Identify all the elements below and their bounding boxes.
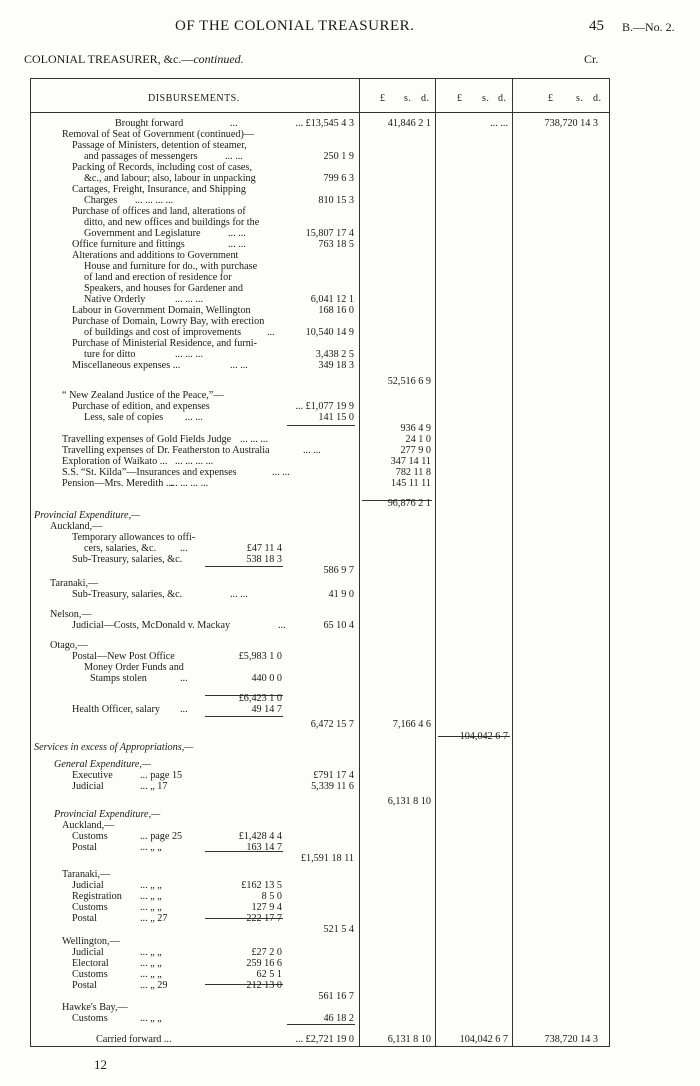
amount-c4: 738,720 14 3 [544, 118, 598, 129]
amount-c1: ... £2,721 19 0 [295, 1034, 354, 1045]
row-label: Packing of Records, including cost of cases, [72, 162, 252, 173]
table-right-border [609, 78, 610, 1046]
row-label: Nelson,— [50, 609, 92, 620]
col3-shillings-head: s. [482, 93, 490, 104]
row-label: Judicial [72, 947, 104, 958]
row-leader-dots: ... [180, 704, 188, 715]
amount-c2: 96,876 2 1 [387, 498, 431, 509]
amount-c0: 222 17 7 [246, 913, 282, 924]
row-label: “ New Zealand Justice of the Peace,”— [62, 390, 224, 401]
row-leader-dots: ... [180, 543, 188, 554]
amount-c0: £47 11 4 [246, 543, 282, 554]
amount-c0: £27 2 0 [251, 947, 282, 958]
amount-c1: 65 10 4 [323, 620, 354, 631]
row-label: Judicial—Costs, McDonald v. Mackay [72, 620, 231, 631]
amount-c2: 52,516 6 9 [387, 376, 431, 387]
row-leader-dots: ... „ „ [140, 947, 162, 958]
amount-c0: £1,428 4 4 [238, 831, 282, 842]
credit-side-label: Cr. [584, 52, 599, 66]
row-label: Customs [72, 1013, 108, 1024]
row-label: Speakers, and houses for Gardener and [84, 283, 243, 294]
row-label: Auckland,— [50, 521, 103, 532]
amount-c1: 799 6 3 [323, 173, 354, 184]
amount-c0: £6,423 1 0 [238, 693, 282, 704]
row-label: General Expenditure,— [54, 759, 151, 770]
row-label: Taranaki,— [62, 869, 111, 880]
row-label: Registration [72, 891, 122, 902]
amount-c1: 168 16 0 [318, 305, 354, 316]
row-label: Postal—New Post Office [72, 651, 175, 662]
row-leader-dots: ... „ „ [140, 969, 162, 980]
row-label: Carried forward ... [96, 1034, 172, 1045]
row-label: Sub-Treasury, salaries, &c. [72, 589, 183, 600]
col2-pounds-head: £ [380, 93, 386, 104]
rule-jp-subtotal [287, 425, 355, 426]
row-label: Auckland,— [62, 820, 115, 831]
row-label: Provincial Expenditure,— [34, 510, 141, 521]
row-label: Postal [72, 842, 97, 853]
amount-c0: 538 18 3 [246, 554, 282, 565]
row-leader-dots: ... ... ... [175, 349, 204, 360]
row-label: Electoral [72, 958, 109, 969]
column-divider-3 [512, 78, 513, 1046]
amount-c0: £162 13 5 [241, 880, 282, 891]
row-leader-dots: ... ... ... [175, 294, 204, 305]
amount-c3: ... ... [490, 118, 508, 129]
amount-c2: 277 9 0 [400, 445, 431, 456]
amount-c0: £5,983 1 0 [238, 651, 282, 662]
col4-shillings-head: s. [576, 93, 584, 104]
row-leader-dots: ... page 15 [140, 770, 183, 781]
row-label: Native Orderly [84, 294, 146, 305]
amount-c1: 5,339 11 6 [311, 781, 354, 792]
row-label: of land and erection of residence for [84, 272, 232, 283]
amount-c1: 6,041 12 1 [310, 294, 354, 305]
row-label: Exploration of Waikato ... [62, 456, 168, 467]
table-top-rule [30, 78, 610, 79]
row-leader-dots: ... ... [230, 360, 248, 371]
amount-c0: 212 13 0 [246, 980, 282, 991]
amount-c1: ... £13,545 4 3 [295, 118, 354, 129]
column-divider-2 [435, 78, 436, 1046]
amount-c2: 41,846 2 1 [387, 118, 431, 129]
table-header-rule [30, 112, 610, 113]
row-label: Less, sale of copies [84, 412, 164, 423]
row-label: cers, salaries, &c. [84, 543, 157, 554]
row-label: Office furniture and fittings [72, 239, 185, 250]
footer-page-number: 12 [94, 1057, 107, 1072]
col4-pounds-head: £ [548, 93, 554, 104]
row-label: S.S. “St. Kilda”—Insurances and expenses [62, 467, 237, 478]
rule-health-subtotal [205, 716, 283, 717]
row-label: Executive [72, 770, 113, 781]
row-leader-dots: ... ... ... ... [170, 478, 209, 489]
table-bottom-rule [30, 1046, 610, 1047]
amount-c2: 936 4 9 [400, 423, 431, 434]
amount-c1: £791 17 4 [313, 770, 354, 781]
amount-c0: 440 0 0 [251, 673, 282, 684]
row-label: Taranaki,— [50, 578, 99, 589]
row-label: Labour in Government Domain, Wellington [72, 305, 251, 316]
amount-c2: 145 11 11 [391, 478, 431, 489]
row-label: Temporary allowances to offi- [72, 532, 196, 543]
amount-c1: 586 9 7 [323, 565, 354, 576]
row-leader-dots: ... „ „ [140, 902, 162, 913]
row-leader-dots: ... „ „ [140, 891, 162, 902]
amount-c4: 738,720 14 3 [544, 1034, 598, 1045]
row-label: Money Order Funds and [84, 662, 184, 673]
row-label: of buildings and cost of improvements [84, 327, 242, 338]
column-divider-1 [359, 78, 360, 1046]
row-label: Purchase of Domain, Lowry Bay, with erection [72, 316, 265, 327]
row-leader-dots: ... „ „ [140, 958, 162, 969]
row-label: Judicial [72, 781, 104, 792]
row-leader-dots: ... ... ... [240, 434, 269, 445]
row-label: Removal of Seat of Government (continued)— [62, 129, 255, 140]
row-label: Health Officer, salary [72, 704, 160, 715]
row-label: Purchase of offices and land, alterations of [72, 206, 246, 217]
page-title: OF THE COLONIAL TREASURER. [175, 18, 415, 34]
row-label: Government and Legislature [84, 228, 201, 239]
row-label: Cartages, Freight, Insurance, and Shipping [72, 184, 246, 195]
amount-c0: 49 14 7 [251, 704, 282, 715]
col3-pence-head: d. [498, 93, 507, 104]
row-label: Services in excess of Appropriations,— [34, 742, 194, 753]
amount-c1: 763 18 5 [318, 239, 354, 250]
row-label: House and furniture for do., with purchase [84, 261, 258, 272]
row-leader-dots: ... [267, 327, 275, 338]
amount-c1: £1,591 18 11 [300, 853, 354, 864]
amount-c1: 10,540 14 9 [305, 327, 354, 338]
subtitle-main: COLONIAL TREASURER, &c.— [24, 52, 194, 66]
row-label: Alterations and additions to Government [72, 250, 239, 261]
amount-c2: 6,131 8 10 [387, 1034, 431, 1045]
row-label: Customs [72, 831, 108, 842]
amount-c2: 347 14 11 [390, 456, 431, 467]
amount-c1: ... £1,077 19 9 [295, 401, 354, 412]
amount-c1: 46 18 2 [323, 1013, 354, 1024]
row-leader-dots: ... ... [225, 151, 243, 162]
row-label: Provincial Expenditure,— [54, 809, 161, 820]
row-label: Miscellaneous expenses ... [72, 360, 181, 371]
amount-c1: 561 16 7 [318, 991, 354, 1002]
row-leader-dots: ... ... ... ... [175, 456, 214, 467]
row-leader-dots: ... ... [272, 467, 290, 478]
row-leader-dots: ... ... [228, 228, 246, 239]
amount-c1: 15,807 17 4 [305, 228, 354, 239]
row-label: Wellington,— [62, 936, 120, 947]
row-label: Purchase of edition, and expenses [72, 401, 210, 412]
row-label: Pension—Mrs. Meredith ... [62, 478, 174, 489]
amount-c1: 250 1 9 [323, 151, 354, 162]
disbursements-heading: DISBURSEMENTS. [148, 93, 240, 104]
amount-c1: 141 15 0 [318, 412, 354, 423]
row-label: Postal [72, 913, 97, 924]
col2-pence-head: d. [421, 93, 430, 104]
row-leader-dots: ... [278, 620, 286, 631]
row-label: &c., and labour; also, labour in unpacking [84, 173, 256, 184]
col2-shillings-head: s. [404, 93, 412, 104]
row-label: Judicial [72, 880, 104, 891]
row-leader-dots: ... ... [185, 412, 203, 423]
row-leader-dots: ... ... [230, 589, 248, 600]
amount-c3: 104,042 6 7 [459, 731, 508, 742]
row-leader-dots: ... „ „ [140, 842, 162, 853]
row-label: ditto, and new offices and buildings for the [84, 217, 260, 228]
row-leader-dots: ... ... [228, 239, 246, 250]
row-label: Charges [84, 195, 118, 206]
row-leader-dots: ... „ 17 [140, 781, 168, 792]
row-label: Passage of Ministers, detention of steamer, [72, 140, 247, 151]
amount-c2: 24 1 0 [405, 434, 431, 445]
row-label: Customs [72, 902, 108, 913]
row-label: Travelling expenses of Dr. Featherston to Australia [62, 445, 270, 456]
amount-c0: 259 16 6 [246, 958, 282, 969]
row-label: and passages of messengers [84, 151, 198, 162]
row-label: ture for ditto [84, 349, 136, 360]
row-leader-dots: ... page 25 [140, 831, 183, 842]
row-label: Travelling expenses of Gold Fields Judge [62, 434, 232, 445]
amount-c1: 6,472 15 7 [310, 719, 354, 730]
row-label: Postal [72, 980, 97, 991]
amount-c2: 7,166 4 6 [392, 719, 431, 730]
col4-pence-head: d. [593, 93, 602, 104]
row-label: Otago,— [50, 640, 88, 651]
row-label: Hawke's Bay,— [62, 1002, 128, 1013]
subtitle-continued: continued. [193, 52, 244, 66]
table-left-border [30, 78, 31, 1046]
row-leader-dots: ... ... [303, 445, 321, 456]
amount-c1: 810 15 3 [318, 195, 354, 206]
section-subtitle [24, 52, 244, 67]
rule-carried-forward [287, 1024, 355, 1025]
amount-c1: 41 9 0 [328, 589, 354, 600]
amount-c0: 127 9 4 [251, 902, 282, 913]
amount-c0: 8 5 0 [261, 891, 282, 902]
row-label: Brought forward [115, 118, 184, 129]
amount-c2: 6,131 8 10 [387, 796, 431, 807]
amount-c1: 3,438 2 5 [315, 349, 354, 360]
row-label: Stamps stolen [90, 673, 147, 684]
row-leader-dots: ... „ 27 [140, 913, 168, 924]
row-leader-dots: ... ... ... ... [135, 195, 174, 206]
amount-c0: 163 14 7 [246, 842, 282, 853]
col3-pounds-head: £ [457, 93, 463, 104]
amount-c1: 349 18 3 [318, 360, 354, 371]
amount-c0: 62 5 1 [256, 969, 282, 980]
row-leader-dots: ... „ „ [140, 880, 162, 891]
rule-auckland-subtotal [205, 566, 283, 567]
amount-c1: 521 5 4 [323, 924, 354, 935]
row-label: Purchase of Ministerial Residence, and furni- [72, 338, 258, 349]
row-label: Sub-Treasury, salaries, &c. [72, 554, 183, 565]
row-leader-dots: ... [180, 673, 188, 684]
row-leader-dots: ... „ „ [140, 1013, 162, 1024]
row-leader-dots: ... [230, 118, 238, 129]
row-label: Customs [72, 969, 108, 980]
document-reference: B.—No. 2. [622, 20, 675, 34]
amount-c2: 782 11 8 [395, 467, 431, 478]
row-leader-dots: ... „ 29 [140, 980, 168, 991]
amount-c3: 104,042 6 7 [459, 1034, 508, 1045]
page-number: 45 [589, 18, 604, 34]
